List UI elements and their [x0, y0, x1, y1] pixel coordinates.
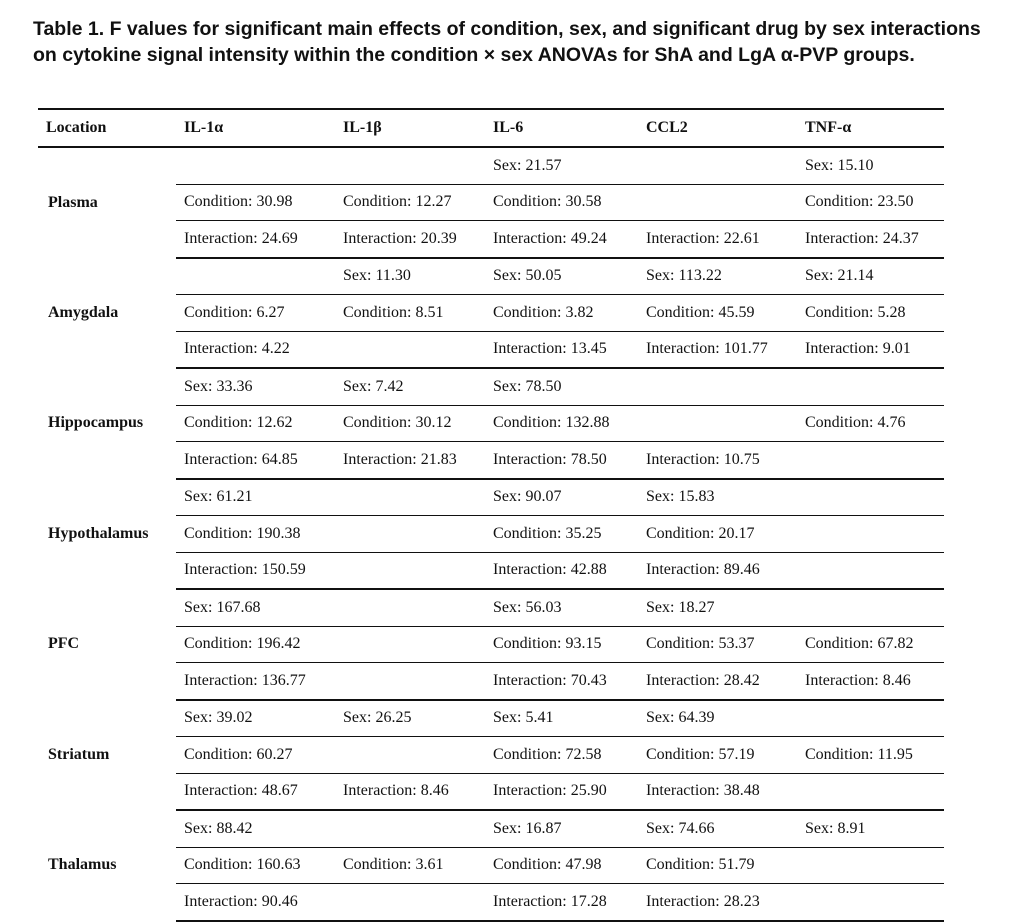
table-cell: Condition: 72.58 [485, 737, 638, 774]
header-location: Location [38, 109, 176, 147]
f-values-table [38, 108, 944, 922]
table-cell [335, 663, 485, 700]
table-cell: Sex: 64.39 [638, 700, 797, 737]
table-cell: Condition: 35.25 [485, 516, 638, 553]
table-row [38, 258, 944, 295]
table-cell: Condition: 51.79 [638, 847, 797, 884]
table-cell: Sex: 167.68 [176, 589, 335, 626]
table-body [38, 147, 944, 921]
table-cell: Condition: 5.28 [797, 295, 944, 332]
table-cell: Condition: 196.42 [176, 626, 335, 663]
table-cell: Interaction: 24.37 [797, 221, 944, 258]
table-cell: Sex: 74.66 [638, 810, 797, 847]
table-cell [797, 368, 944, 405]
location-cell: Hippocampus [48, 414, 144, 432]
table-cell: Condition: 30.58 [485, 184, 638, 221]
table-cell: Sex: 88.42 [176, 810, 335, 847]
header-ccl2: CCL2 [638, 109, 797, 147]
header-il1b: IL-1β [335, 109, 485, 147]
table-cell: Interaction: 24.69 [176, 221, 335, 258]
table-cell [797, 442, 944, 479]
table-cell [797, 773, 944, 810]
table-cell: Interaction: 42.88 [485, 552, 638, 589]
header-il1a: IL-1α [176, 109, 335, 147]
table-cell: Interaction: 49.24 [485, 221, 638, 258]
table-cell [335, 589, 485, 626]
table-row [38, 589, 944, 626]
table-cell: Sex: 61.21 [176, 479, 335, 516]
table-cell: Condition: 23.50 [797, 184, 944, 221]
table-cell [335, 884, 485, 921]
table-cell: Condition: 3.82 [485, 295, 638, 332]
table-cell [335, 810, 485, 847]
table-row [38, 147, 944, 184]
table-cell: Sex: 5.41 [485, 700, 638, 737]
table-cell [638, 184, 797, 221]
table-row [38, 810, 944, 847]
table-cell: Condition: 8.51 [335, 295, 485, 332]
table-cell: Interaction: 10.75 [638, 442, 797, 479]
table-cell: Interaction: 25.90 [485, 773, 638, 810]
table-cell: Sex: 21.14 [797, 258, 944, 295]
header-il6: IL-6 [485, 109, 638, 147]
table-cell: Condition: 3.61 [335, 847, 485, 884]
table-cell: Condition: 30.12 [335, 405, 485, 442]
table-cell: Interaction: 150.59 [176, 552, 335, 589]
table-cell: Condition: 53.37 [638, 626, 797, 663]
table-cell: Interaction: 38.48 [638, 773, 797, 810]
table-cell: Interaction: 4.22 [176, 331, 335, 368]
table-cell: Sex: 33.36 [176, 368, 335, 405]
table-cell [797, 847, 944, 884]
table-cell [335, 479, 485, 516]
table-cell: Sex: 15.83 [638, 479, 797, 516]
table-cell [335, 626, 485, 663]
table-cell: Interaction: 64.85 [176, 442, 335, 479]
table-cell: Interaction: 20.39 [335, 221, 485, 258]
table-cell: Condition: 190.38 [176, 516, 335, 553]
table-cell: Condition: 132.88 [485, 405, 638, 442]
table-cell: Condition: 6.27 [176, 295, 335, 332]
location-cell: Thalamus [48, 856, 117, 874]
table-row [38, 479, 944, 516]
table-cell: Sex: 39.02 [176, 700, 335, 737]
table-cell: Sex: 26.25 [335, 700, 485, 737]
table-cell [335, 516, 485, 553]
table-cell: Sex: 11.30 [335, 258, 485, 295]
table-cell: Interaction: 28.23 [638, 884, 797, 921]
table-cell: Condition: 60.27 [176, 737, 335, 774]
table-cell: Interaction: 48.67 [176, 773, 335, 810]
header-tnfa: TNF-α [797, 109, 944, 147]
table-cell: Interaction: 28.42 [638, 663, 797, 700]
location-cell: Plasma [48, 193, 98, 211]
table-cell: Interaction: 70.43 [485, 663, 638, 700]
table-cell [335, 331, 485, 368]
table-cell: Condition: 12.27 [335, 184, 485, 221]
table-cell [638, 405, 797, 442]
table-cell: Condition: 12.62 [176, 405, 335, 442]
table-cell: Interaction: 78.50 [485, 442, 638, 479]
table-cell: Condition: 57.19 [638, 737, 797, 774]
table-cell: Interaction: 22.61 [638, 221, 797, 258]
table-row [38, 700, 944, 737]
table-cell: Condition: 67.82 [797, 626, 944, 663]
table-cell: Condition: 11.95 [797, 737, 944, 774]
table-cell: Condition: 30.98 [176, 184, 335, 221]
table-cell: Interaction: 9.01 [797, 331, 944, 368]
table-cell [176, 258, 335, 295]
table-cell: Interaction: 89.46 [638, 552, 797, 589]
table-cell: Sex: 18.27 [638, 589, 797, 626]
table-cell: Condition: 45.59 [638, 295, 797, 332]
table-caption: Table 1. F values for significant main effects of condition, sex, and significant drug by sex interactions on cytokine signal intensity within the condition × sex ANOVAs for ShA and LgA α-PVP groups. [33, 18, 981, 66]
table-cell: Sex: 78.50 [485, 368, 638, 405]
table-cell [797, 479, 944, 516]
table-cell [797, 552, 944, 589]
table-cell: Sex: 15.10 [797, 147, 944, 184]
location-cell: Amygdala [48, 303, 119, 321]
table-cell: Condition: 47.98 [485, 847, 638, 884]
table-cell [638, 147, 797, 184]
table-cell [335, 147, 485, 184]
table-cell: Condition: 93.15 [485, 626, 638, 663]
table-cell: Interaction: 101.77 [638, 331, 797, 368]
location-cell: Hypothalamus [48, 524, 149, 542]
table-cell: Sex: 7.42 [335, 368, 485, 405]
table-cell: Interaction: 136.77 [176, 663, 335, 700]
location-cell: Striatum [48, 745, 110, 763]
table-row [38, 368, 944, 405]
table-cell: Condition: 160.63 [176, 847, 335, 884]
table-cell: Sex: 90.07 [485, 479, 638, 516]
table-cell: Sex: 21.57 [485, 147, 638, 184]
header-row [38, 109, 944, 147]
table-cell [797, 589, 944, 626]
table-cell: Interaction: 13.45 [485, 331, 638, 368]
table-cell: Interaction: 21.83 [335, 442, 485, 479]
table-cell [797, 516, 944, 553]
table-cell: Sex: 113.22 [638, 258, 797, 295]
table-cell [797, 700, 944, 737]
table-cell: Interaction: 90.46 [176, 884, 335, 921]
location-cell: PFC [48, 635, 80, 653]
table-cell [335, 737, 485, 774]
table-cell: Sex: 8.91 [797, 810, 944, 847]
table-cell: Sex: 50.05 [485, 258, 638, 295]
table-cell: Interaction: 8.46 [797, 663, 944, 700]
table-cell [176, 147, 335, 184]
table-cell [335, 552, 485, 589]
table-cell: Condition: 4.76 [797, 405, 944, 442]
table-cell: Interaction: 17.28 [485, 884, 638, 921]
table-cell: Sex: 56.03 [485, 589, 638, 626]
table-cell: Condition: 20.17 [638, 516, 797, 553]
table-cell: Interaction: 8.46 [335, 773, 485, 810]
table-cell [638, 368, 797, 405]
table-cell [797, 884, 944, 921]
table-cell: Sex: 16.87 [485, 810, 638, 847]
